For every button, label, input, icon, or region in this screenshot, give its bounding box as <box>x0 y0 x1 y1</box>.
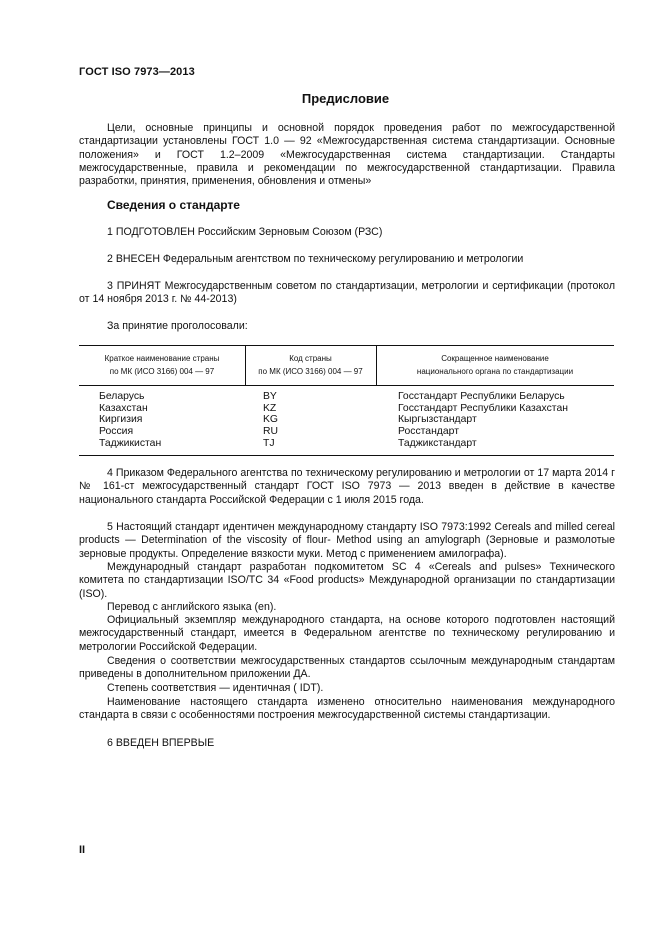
foreword-text: Цели, основные принципы и основной порядок проведения работ по межгосударственной стандартизации установлены ГОСТ 1.0 — 92 «Межгосударственная система стандартизации. Основные положения» и ГОСТ 1.2–2009 «Межгосударственная система стандартизации. Стандарты межгосударственные, правила и рекомендации по межгосударственной стандартизации. Правила разработки, принятия, применения, обновления и отмены» <box>79 122 615 188</box>
paragraph-official-copy: Официальный экземпляр международного стандарта, на основе которого подготовлен настоящий межгосударственный стандарт, имеется в Федеральном агентстве по техническому регулированию и метрологии Российской Федерации. <box>79 614 615 653</box>
table-cell: Госстандарт Республики Казахстан <box>398 402 568 414</box>
table-cell: Россия <box>99 426 134 438</box>
table-column-countries <box>99 391 161 450</box>
table-cell: TJ <box>263 437 275 449</box>
info-title: Сведения о стандарте <box>107 198 240 212</box>
table-header-code: Код страны по МК (ИСО 3166) 004 — 97 <box>258 354 363 376</box>
foreword-title: Предисловие <box>301 91 390 106</box>
table-header-body: Сокращенное наименование национального органа по стандартизации <box>416 354 574 376</box>
info-item-3: 3 ПРИНЯТ Межгосударственным советом по стандартизации, метрологии и сертификации (протокол от 14 ноября 2013 г. № 44-2013) <box>79 280 615 306</box>
table-cell: Кыргызстандарт <box>398 414 477 426</box>
info-item-2: 2 ВНЕСЕН Федеральным агентством по техническому регулированию и метрологии <box>107 253 524 265</box>
paragraph-degree: Степень соответствия — идентичная ( IDT). <box>107 682 324 694</box>
info-item-1: 1 ПОДГОТОВЛЕН Российским Зерновым Союзом (РЗС) <box>107 226 383 238</box>
paragraph-name-change: Наименование настоящего стандарта изменено относительно наименования международного стандарта в связи с особенностями построения межгосударственной системы стандартизации. <box>79 696 615 722</box>
table-header-country: Краткое наименование страны по МК (ИСО 3166) 004 — 97 <box>104 354 220 376</box>
item-5: 5 Настоящий стандарт идентичен международному стандарту ISO 7973:1992 Cereals and milled cereal products — Determination of the viscosity of flour- Method using an amylograph (Зерновые и размолотые зерновые продукты. Определение вязкости муки. Метод с применением амилографа). <box>79 521 615 560</box>
item-4: 4 Приказом Федерального агентства по техническому регулированию и метрологии от 17 марта 2014 г № 161-ст межгосударственный стандарт ГОСТ ISO 7973 — 2013 введен в действие в качестве национального стандарта Российской Федерации с 1 июля 2015 года. <box>79 467 615 506</box>
page-number: II <box>79 844 86 856</box>
table-column-codes <box>263 391 278 450</box>
table-cell: Киргизия <box>99 414 143 426</box>
paragraph-developed-by: Международный стандарт разработан подкомитетом SC 4 «Cereals and pulses» Технического комитета по стандартизации ISO/TC 34 «Food products» Международной организации по стандартизации (ISO). <box>79 561 615 600</box>
document-code-header: ГОСТ ISO 7973—2013 <box>79 66 195 78</box>
table-cell: Госстандарт Республики Беларусь <box>398 391 565 402</box>
table-column-bodies <box>398 391 568 450</box>
paragraph-translation: Перевод с английского языка (en). <box>107 601 277 613</box>
table-cell: Таджикистан <box>99 437 162 449</box>
table-cell: Росстандарт <box>398 426 459 438</box>
table-cell: BY <box>263 391 277 402</box>
table-cell: Казахстан <box>99 402 148 414</box>
table-cell: KZ <box>263 402 277 414</box>
voting-table <box>79 345 614 456</box>
table-cell: KG <box>263 414 279 426</box>
item-6: 6 ВВЕДЕН ВПЕРВЫЕ <box>107 737 215 749</box>
voted-label: За принятие проголосовали: <box>107 320 248 332</box>
table-cell: RU <box>263 426 279 438</box>
table-cell: Беларусь <box>99 391 145 402</box>
table-cell: Таджикстандарт <box>398 437 477 449</box>
paragraph-references: Сведения о соответствии межгосударственных стандартов ссылочным международным стандартам приведены в дополнительном приложении ДА. <box>79 655 615 681</box>
